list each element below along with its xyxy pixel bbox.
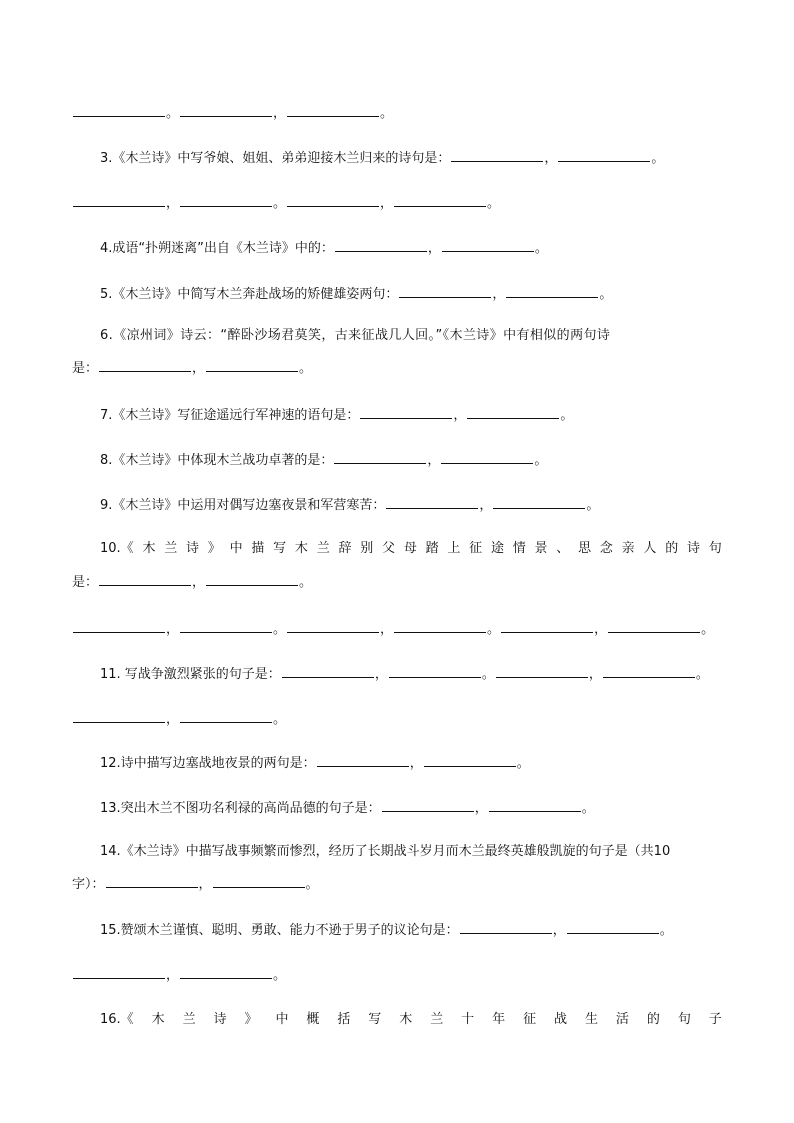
- question-char: 兰: [164, 541, 178, 556]
- question-char: 诗: [686, 541, 700, 556]
- question-3: [100, 147, 722, 168]
- punct: 。: [273, 196, 287, 211]
- answer-line: [72, 192, 722, 213]
- answer-blank[interactable]: [335, 237, 427, 252]
- answer-blank[interactable]: [213, 873, 305, 888]
- answer-blank[interactable]: [382, 797, 474, 812]
- question-text: 14.《木兰诗》中描写战事频繁而惨烈，经历了长期战斗岁月而木兰最终英雄般凯旋的句子是（共10: [100, 844, 671, 859]
- answer-blank[interactable]: [506, 283, 598, 298]
- question-char: 概: [306, 1012, 320, 1027]
- answer-blank[interactable]: [424, 752, 516, 767]
- answer-blank[interactable]: [451, 147, 543, 162]
- question-char: 思: [578, 541, 592, 556]
- question-char: 木: [399, 1012, 413, 1027]
- answer-line: [72, 964, 722, 985]
- punct: ，: [427, 241, 441, 256]
- question-char: 景: [534, 541, 548, 556]
- answer-blank[interactable]: [317, 752, 409, 767]
- question-text: 8.《木兰诗》中体现木兰战功卓著的是：: [100, 453, 334, 468]
- question-15: [100, 919, 722, 940]
- answer-blank[interactable]: [180, 964, 272, 979]
- question-6: [100, 327, 722, 345]
- question-char: 上: [447, 541, 461, 556]
- question-9: [100, 494, 722, 515]
- question-char: 中: [229, 541, 243, 556]
- punct: ，: [166, 968, 180, 983]
- question-char: 人: [643, 541, 657, 556]
- answer-blank[interactable]: [467, 404, 559, 419]
- question-text: 9.《木兰诗》中运用对偶写边塞夜景和军营寒苦：: [100, 498, 386, 513]
- question-8: [100, 449, 722, 470]
- answer-blank[interactable]: [460, 919, 552, 934]
- question-char: 母: [403, 541, 417, 556]
- question-char: 战: [554, 1012, 568, 1027]
- question-char: 亲: [621, 541, 635, 556]
- punct: ，: [380, 622, 394, 637]
- punct: 。: [487, 196, 501, 211]
- answer-blank[interactable]: [287, 618, 379, 633]
- answer-blank[interactable]: [386, 494, 478, 509]
- punct: ，: [474, 801, 488, 816]
- punct: 。: [299, 361, 313, 376]
- question-char: 句: [677, 1012, 691, 1027]
- answer-blank[interactable]: [206, 357, 298, 372]
- question-6-cont: [72, 357, 722, 378]
- question-4: [100, 237, 722, 258]
- answer-blank[interactable]: [334, 449, 426, 464]
- question-10: [100, 540, 722, 558]
- punct: ，: [198, 877, 212, 892]
- punct: ，: [594, 622, 608, 637]
- answer-line: [72, 708, 722, 729]
- answer-blank[interactable]: [493, 494, 585, 509]
- punct: ，: [588, 667, 602, 682]
- punct: ，: [166, 196, 180, 211]
- question-char: 兰: [316, 541, 330, 556]
- answer-blank[interactable]: [389, 663, 481, 678]
- punct: ，: [273, 106, 287, 121]
- question-char: 木: [294, 541, 308, 556]
- question-char: 念: [599, 541, 613, 556]
- punct: ，: [192, 575, 206, 590]
- punct: 。: [560, 408, 574, 423]
- question-char: 句: [708, 541, 722, 556]
- punct: 。: [273, 622, 287, 637]
- punct: ，: [479, 498, 493, 513]
- question-char: 途: [490, 541, 504, 556]
- answer-blank[interactable]: [106, 873, 198, 888]
- question-text: 12.诗中描写边塞战地夜景的两句是：: [100, 756, 316, 771]
- punct: ，: [544, 151, 558, 166]
- answer-blank[interactable]: [287, 102, 379, 117]
- question-char: 踏: [425, 541, 439, 556]
- answer-blank[interactable]: [73, 618, 165, 633]
- question-char: 描: [251, 541, 265, 556]
- question-text: 6.《凉州词》诗云：“醉卧沙场君莫笑，古来征战几人回。”《木兰诗》中有相似的两句诗: [100, 328, 611, 343]
- question-char: 别: [360, 541, 374, 556]
- question-char: 写: [368, 1012, 382, 1027]
- answer-blank[interactable]: [73, 964, 165, 979]
- question-14: [100, 843, 722, 861]
- answer-blank[interactable]: [399, 283, 491, 298]
- question-char: 的: [646, 1012, 660, 1027]
- punct: 。: [599, 287, 613, 302]
- punct: 。: [273, 712, 287, 727]
- answer-blank[interactable]: [603, 663, 695, 678]
- punct: 。: [659, 923, 673, 938]
- question-char: 诗: [213, 1012, 227, 1027]
- question-char: 辞: [338, 541, 352, 556]
- answer-blank[interactable]: [206, 571, 298, 586]
- punct: ，: [492, 287, 506, 302]
- question-16: [100, 1011, 722, 1029]
- punct: ，: [192, 361, 206, 376]
- question-char: 十: [461, 1012, 475, 1027]
- punct: 。: [487, 622, 501, 637]
- question-text: 是：: [72, 575, 99, 590]
- question-char: 10.《: [100, 541, 134, 556]
- question-char: 中: [275, 1012, 289, 1027]
- punct: 。: [701, 622, 715, 637]
- answer-blank[interactable]: [73, 102, 165, 117]
- answer-line: [72, 102, 722, 123]
- answer-blank[interactable]: [501, 618, 593, 633]
- answer-blank[interactable]: [282, 663, 374, 678]
- punct: 。: [481, 667, 495, 682]
- answer-blank[interactable]: [394, 192, 486, 207]
- punct: 。: [273, 968, 287, 983]
- answer-blank[interactable]: [99, 357, 191, 372]
- question-char: 年: [492, 1012, 506, 1027]
- answer-blank[interactable]: [489, 797, 581, 812]
- answer-blank[interactable]: [394, 618, 486, 633]
- punct: 。: [581, 801, 595, 816]
- question-text: 15.赞颂木兰谨慎、聪明、勇敢、能力不逊于男子的议论句是：: [100, 923, 459, 938]
- question-char: 生: [584, 1012, 598, 1027]
- punct: 。: [166, 106, 180, 121]
- question-10-cont: [72, 571, 722, 592]
- punct: 。: [586, 498, 600, 513]
- question-char: 兰: [430, 1012, 444, 1027]
- answer-blank[interactable]: [441, 449, 533, 464]
- question-text: 13.突出木兰不图功名利禄的高尚品德的句子是：: [100, 801, 381, 816]
- question-text: 字）：: [72, 877, 105, 892]
- question-char: 征: [523, 1012, 537, 1027]
- question-char: 木: [142, 541, 156, 556]
- answer-blank[interactable]: [287, 192, 379, 207]
- answer-blank[interactable]: [180, 102, 272, 117]
- punct: ，: [552, 923, 566, 938]
- punct: 。: [299, 575, 313, 590]
- question-char: 写: [273, 541, 287, 556]
- question-char: 诗: [186, 541, 200, 556]
- answer-blank[interactable]: [180, 708, 272, 723]
- question-7: [100, 404, 722, 425]
- punct: ，: [166, 622, 180, 637]
- question-char: 、: [556, 541, 570, 556]
- question-text: 4.成语“扑朔迷离”出自《木兰诗》中的：: [100, 241, 334, 256]
- question-char: 》: [244, 1012, 258, 1027]
- answer-line: [72, 618, 722, 639]
- punct: 。: [534, 453, 548, 468]
- question-text: 11. 写战争激烈紧张的句子是：: [100, 667, 281, 682]
- question-13: [100, 797, 722, 818]
- punct: ，: [374, 667, 388, 682]
- question-char: 兰: [182, 1012, 196, 1027]
- question-11: [100, 663, 722, 684]
- question-text: 5.《木兰诗》中简写木兰奔赴战场的矫健雄姿两句：: [100, 287, 399, 302]
- answer-blank[interactable]: [180, 192, 272, 207]
- question-text: 是：: [72, 361, 99, 376]
- question-char: 16.《: [100, 1012, 134, 1027]
- question-char: 子: [708, 1012, 722, 1027]
- punct: 。: [516, 756, 530, 771]
- answer-blank[interactable]: [73, 192, 165, 207]
- question-char: 情: [512, 541, 526, 556]
- question-14-cont: [72, 873, 722, 894]
- answer-blank[interactable]: [360, 404, 452, 419]
- answer-blank[interactable]: [558, 147, 650, 162]
- question-char: 的: [665, 541, 679, 556]
- question-char: 征: [469, 541, 483, 556]
- punct: ，: [427, 453, 441, 468]
- answer-blank[interactable]: [99, 571, 191, 586]
- punct: ，: [453, 408, 467, 423]
- question-12: [100, 752, 722, 773]
- question-char: 》: [207, 541, 221, 556]
- punct: 。: [305, 877, 319, 892]
- answer-blank[interactable]: [442, 237, 534, 252]
- question-char: 木: [151, 1012, 165, 1027]
- answer-blank[interactable]: [567, 919, 659, 934]
- punct: ，: [409, 756, 423, 771]
- answer-blank[interactable]: [608, 618, 700, 633]
- answer-blank[interactable]: [73, 708, 165, 723]
- answer-blank[interactable]: [180, 618, 272, 633]
- punct: 。: [651, 151, 665, 166]
- question-text: 3.《木兰诗》中写爷娘、姐姐、弟弟迎接木兰归来的诗句是：: [100, 151, 451, 166]
- question-char: 括: [337, 1012, 351, 1027]
- answer-blank[interactable]: [496, 663, 588, 678]
- punct: 。: [380, 106, 394, 121]
- question-char: 父: [382, 541, 396, 556]
- punct: 。: [695, 667, 709, 682]
- punct: 。: [534, 241, 548, 256]
- punct: ，: [166, 712, 180, 727]
- question-text: 7.《木兰诗》写征途遥远行军神速的语句是：: [100, 408, 360, 423]
- question-char: 活: [615, 1012, 629, 1027]
- question-5: [100, 283, 722, 304]
- punct: ，: [380, 196, 394, 211]
